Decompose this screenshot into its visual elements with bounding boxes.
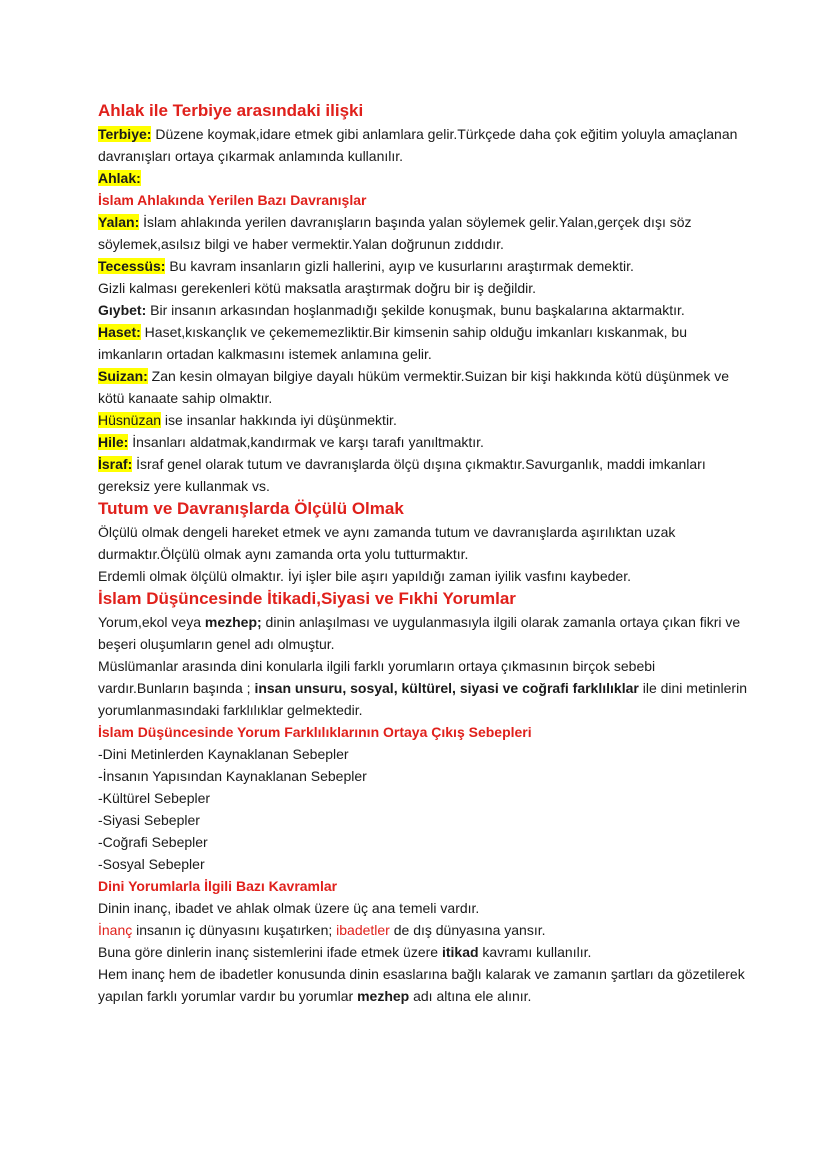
suizan-text: Zan kesin olmayan bilgiye dayalı hüküm vermektir.Suizan bir kişi hakkında kötü düşünmek ve kötü kanaate sahip olmaktır. — [98, 368, 730, 406]
tecessus-text: Bu kavram insanların gizli hallerini, ayıp ve kusurlarını araştırmak demektir. — [165, 258, 634, 274]
moderation-paragraph-1: Ölçülü olmak dengeli hareket etmek ve aynı zamanda tutum ve davranışlarda aşırılıktan uzak durmaktır.Ölçülü olmak aynı zamanda orta yolu tutturmaktır. — [98, 524, 676, 562]
term-itikad: itikad — [441, 944, 479, 960]
concepts-paragraph-4 — [98, 963, 748, 1007]
text-run: insanın iç dünyasını kuşatırken; — [132, 922, 337, 938]
text-run: kavramı kullanılır. — [478, 944, 592, 960]
concepts-paragraph-3 — [98, 941, 748, 963]
terbiye-paragraph — [98, 123, 748, 167]
list-item: -Kültürel Sebepler — [98, 790, 211, 806]
hile-text: İnsanları aldatmak,kandırmak ve karşı tarafı yanıltmaktır. — [128, 434, 484, 450]
concepts-paragraph-2 — [98, 919, 748, 941]
giybet-text: Bir insanın arkasından hoşlanmadığı şekilde konuşmak, bunu başkalarına aktarmaktır. — [146, 302, 685, 318]
section-heading-reasons: İslam Düşüncesinde Yorum Farklılıklarının Ortaya Çıkış Sebepleri — [98, 724, 532, 740]
yalan-text: İslam ahlakında yerilen davranışların başında yalan söylemek gelir.Yalan,gerçek dışı söz söylemek,asılsız bilgi ve haber vermektir.Yalan doğrunun zıddıdır. — [98, 214, 692, 252]
section-heading-moderation: Tutum ve Davranışlarda Ölçülü Olmak — [98, 499, 404, 518]
haset-paragraph — [98, 321, 748, 365]
term-haset: Haset: — [98, 324, 141, 340]
term-husnuzan: Hüsnüzan — [98, 412, 162, 428]
section-heading-rejected-behaviors: İslam Ahlakında Yerilen Bazı Davranışlar — [98, 192, 367, 208]
moderation-paragraph-2: Erdemli olmak ölçülü olmaktır. İyi işler bile aşırı yapıldığı zaman iyilik vasfını kaybeder. — [98, 568, 631, 584]
text-run: ile dini metinlerin yorumlanmasındaki farklılıklar gelmektedir. — [98, 680, 747, 718]
term-israf: İsraf: — [98, 456, 133, 472]
text-run: Yorum,ekol veya — [98, 614, 205, 630]
husnuzan-text: ise insanlar hakkında iyi düşünmektir. — [161, 412, 397, 428]
husnuzan-paragraph — [98, 409, 748, 431]
text-run: Buna göre dinlerin inanç sistemlerini ifade etmek üzere — [98, 944, 442, 960]
tecessus-paragraph-2: Gizli kalması gerekenleri kötü maksatla araştırmak doğru bir iş değildir. — [98, 280, 537, 296]
list-item: -Dini Metinlerden Kaynaklanan Sebepler — [98, 746, 349, 762]
term-terbiye: Terbiye: — [98, 126, 152, 142]
text-run: adı altına ele alınır. — [409, 988, 532, 1004]
text-run: de dış dünyasına yansır. — [389, 922, 546, 938]
giybet-paragraph — [98, 299, 748, 321]
israf-paragraph — [98, 453, 748, 497]
term-hile: Hile: — [98, 434, 129, 450]
list-item: -İnsanın Yapısından Kaynaklanan Sebepler — [98, 768, 367, 784]
haset-text: Haset,kıskançlık ve çekememezliktir.Bir kimsenin sahip olduğu imkanları kıskanmak, bu imkanların ortadan kalkmasını istemek anlamına gelir. — [98, 324, 688, 362]
bold-phrase: insan unsuru, sosyal, kültürel, siyasi ve coğrafi farklılıklar — [254, 680, 639, 696]
term-giybet: Gıybet: — [98, 302, 147, 318]
term-ibadetler: ibadetler — [336, 922, 390, 938]
document-page — [98, 99, 748, 1007]
term-mezhep: mezhep; — [204, 614, 262, 630]
term-ahlak: Ahlak: — [98, 170, 141, 186]
term-yalan: Yalan: — [98, 214, 140, 230]
interpretation-paragraph-2 — [98, 655, 748, 721]
page-title: Ahlak ile Terbiye arasındaki ilişki — [98, 101, 364, 120]
interpretation-paragraph-1 — [98, 611, 748, 655]
section-heading-concepts: Dini Yorumlarla İlgili Bazı Kavramlar — [98, 878, 338, 894]
concepts-paragraph-1: Dinin inanç, ibadet ve ahlak olmak üzere üç ana temeli vardır. — [98, 900, 480, 916]
yalan-paragraph — [98, 211, 748, 255]
hile-paragraph — [98, 431, 748, 453]
section-heading-interpretations: İslam Düşüncesinde İtikadi,Siyasi ve Fıkhi Yorumlar — [98, 589, 516, 608]
text-run: Müslümanlar arasında dini konularla ilgili farklı yorumların ortaya çıkmasının birçok sebebi vardır.Bunların başında ; — [98, 658, 656, 696]
list-item: -Sosyal Sebepler — [98, 856, 205, 872]
term-inanc: İnanç — [98, 922, 133, 938]
reasons-list — [98, 743, 748, 875]
term-suizan: Suizan: — [98, 368, 148, 384]
text-run: Hem inanç hem de ibadetler konusunda dinin esaslarına bağlı kalarak ve zamanın şartları da gözetilerek yapılan farklı yorumlar vardır bu yorumlar — [98, 966, 745, 1004]
term-tecessus: Tecessüs: — [98, 258, 166, 274]
list-item: -Siyasi Sebepler — [98, 812, 200, 828]
list-item: -Coğrafi Sebepler — [98, 834, 208, 850]
israf-text: İsraf genel olarak tutum ve davranışlarda ölçü dışına çıkmaktır.Savurganlık, maddi imkanları gereksiz yere kullanmak vs. — [98, 456, 706, 494]
text-run: dinin anlaşılması ve uygulanmasıyla ilgili olarak zamanla ortaya çıkan fikri ve beşeri oluşumların genel adı olmuştur. — [98, 614, 741, 652]
term-mezhep: mezhep — [357, 988, 410, 1004]
ahlak-paragraph — [98, 167, 748, 189]
suizan-paragraph — [98, 365, 748, 409]
tecessus-paragraph — [98, 255, 748, 277]
terbiye-text: Düzene koymak,idare etmek gibi anlamlara gelir.Türkçede daha çok eğitim yoluyla amaçlanan davranışları ortaya çıkarmak anlamında kullanılır. — [98, 126, 738, 164]
